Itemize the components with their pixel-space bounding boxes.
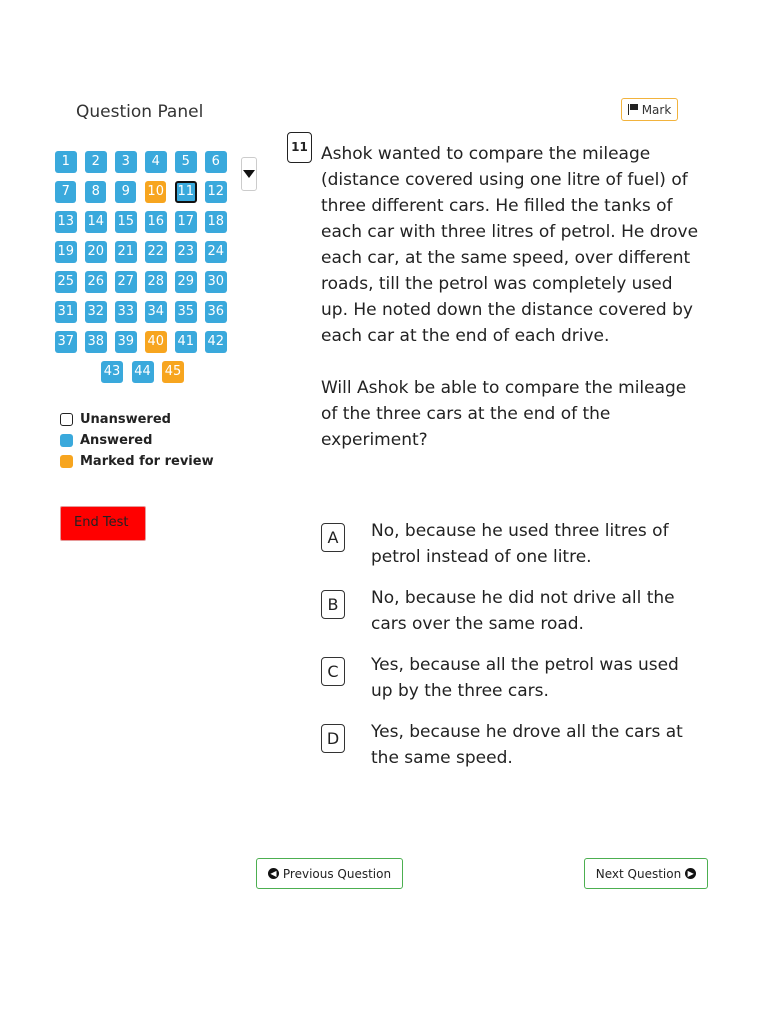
question-button-25[interactable]: 25: [55, 271, 77, 293]
question-button-7[interactable]: 7: [55, 181, 76, 203]
end-test-button[interactable]: End Test: [60, 506, 146, 541]
question-button-26[interactable]: 26: [85, 271, 107, 293]
question-button-30[interactable]: 30: [205, 271, 227, 293]
option-letter: C: [321, 657, 345, 686]
question-button-2[interactable]: 2: [85, 151, 107, 173]
next-question-button[interactable]: [584, 858, 708, 889]
legend: [60, 409, 214, 472]
question-button-45[interactable]: 45: [162, 361, 184, 383]
grid-row: [55, 271, 235, 293]
marked-swatch: [60, 455, 73, 468]
question-button-29[interactable]: 29: [175, 271, 197, 293]
grid-row: [55, 241, 235, 263]
question-button-19[interactable]: 19: [55, 241, 77, 263]
option-a[interactable]: [321, 518, 701, 570]
question-button-5[interactable]: 5: [175, 151, 197, 173]
question-button-32[interactable]: 32: [85, 301, 107, 323]
question-button-36[interactable]: 36: [205, 301, 227, 323]
question-button-31[interactable]: 31: [55, 301, 77, 323]
caret-down-icon: [243, 170, 255, 178]
question-button-39[interactable]: 39: [115, 331, 137, 353]
question-panel-title: Question Panel: [76, 102, 204, 122]
question-button-18[interactable]: 18: [205, 211, 227, 233]
grid-row: [55, 151, 235, 173]
question-button-1[interactable]: 1: [55, 151, 77, 173]
grid-row: [55, 361, 235, 383]
option-b[interactable]: [321, 585, 701, 637]
question-button-43[interactable]: 43: [101, 361, 123, 383]
question-number-badge: 11: [287, 132, 312, 163]
question-button-9[interactable]: 9: [115, 181, 136, 203]
question-button-23[interactable]: 23: [175, 241, 197, 263]
question-button-22[interactable]: 22: [145, 241, 167, 263]
question-button-27[interactable]: 27: [115, 271, 137, 293]
question-button-34[interactable]: 34: [145, 301, 167, 323]
question-button-13[interactable]: 13: [55, 211, 77, 233]
legend-unanswered-label: Unanswered: [80, 412, 171, 427]
option-text: Yes, because he drove all the cars at the same speed.: [371, 722, 683, 768]
mark-for-review-button[interactable]: [621, 98, 678, 121]
grid-row: [55, 301, 235, 323]
question-button-37[interactable]: 37: [55, 331, 77, 353]
flag-icon: [628, 104, 638, 115]
question-button-20[interactable]: 20: [85, 241, 107, 263]
question-button-33[interactable]: 33: [115, 301, 137, 323]
mark-label: Mark: [641, 102, 672, 117]
unanswered-swatch: [60, 413, 73, 426]
question-grid: [55, 151, 235, 391]
option-letter: D: [321, 724, 345, 753]
legend-marked: [60, 451, 214, 472]
question-button-21[interactable]: 21: [115, 241, 137, 263]
grid-row: [55, 331, 235, 353]
answered-swatch: [60, 434, 73, 447]
question-button-16[interactable]: 16: [145, 211, 167, 233]
question-button-42[interactable]: 42: [205, 331, 227, 353]
question-button-38[interactable]: 38: [85, 331, 107, 353]
question-button-28[interactable]: 28: [145, 271, 167, 293]
previous-question-button[interactable]: [256, 858, 403, 889]
question-button-24[interactable]: 24: [205, 241, 227, 263]
grid-row: [55, 181, 235, 203]
question-button-17[interactable]: 17: [175, 211, 197, 233]
question-button-3[interactable]: 3: [115, 151, 137, 173]
legend-unanswered: [60, 409, 214, 430]
arrow-right-circle-icon: ▶: [685, 868, 696, 879]
question-button-44[interactable]: 44: [132, 361, 154, 383]
question-paragraph: Ashok wanted to compare the mileage (distance covered using one litre of fuel) of three different cars. He filled the tanks of each car with three litres of petrol. He drove each car, at the same speed, over different roads, till the petrol was completely used up. He noted down the distance covered by each car at the end of each drive.: [321, 144, 699, 346]
grid-row: [55, 211, 235, 233]
question-button-10[interactable]: 10: [145, 181, 166, 203]
option-text: No, because he used three litres of petrol instead of one litre.: [371, 521, 669, 567]
option-text: Yes, because all the petrol was used up by the three cars.: [371, 655, 679, 701]
option-d[interactable]: [321, 719, 701, 771]
question-button-41[interactable]: 41: [175, 331, 197, 353]
option-letter: B: [321, 590, 345, 619]
question-button-12[interactable]: 12: [205, 181, 226, 203]
legend-marked-label: Marked for review: [80, 454, 214, 469]
arrow-left-circle-icon: ◀: [268, 868, 279, 879]
question-button-35[interactable]: 35: [175, 301, 197, 323]
question-button-8[interactable]: 8: [85, 181, 106, 203]
question-button-15[interactable]: 15: [115, 211, 137, 233]
question-button-14[interactable]: 14: [85, 211, 107, 233]
option-text: No, because he did not drive all the cars over the same road.: [371, 588, 675, 634]
scroll-down-button[interactable]: [241, 157, 257, 191]
question-button-4[interactable]: 4: [145, 151, 167, 173]
question-prompt: Will Ashok be able to compare the mileage of the three cars at the end of the experiment?: [321, 378, 687, 450]
question-button-11[interactable]: 11: [175, 181, 197, 203]
option-letter: A: [321, 523, 345, 552]
previous-label: Previous Question: [282, 866, 392, 881]
legend-answered-label: Answered: [80, 433, 153, 448]
question-button-40[interactable]: 40: [145, 331, 167, 353]
question-button-6[interactable]: 6: [205, 151, 227, 173]
next-label: Next Question: [595, 866, 682, 881]
legend-answered: [60, 430, 214, 451]
option-c[interactable]: [321, 652, 701, 704]
question-text: [321, 141, 701, 453]
